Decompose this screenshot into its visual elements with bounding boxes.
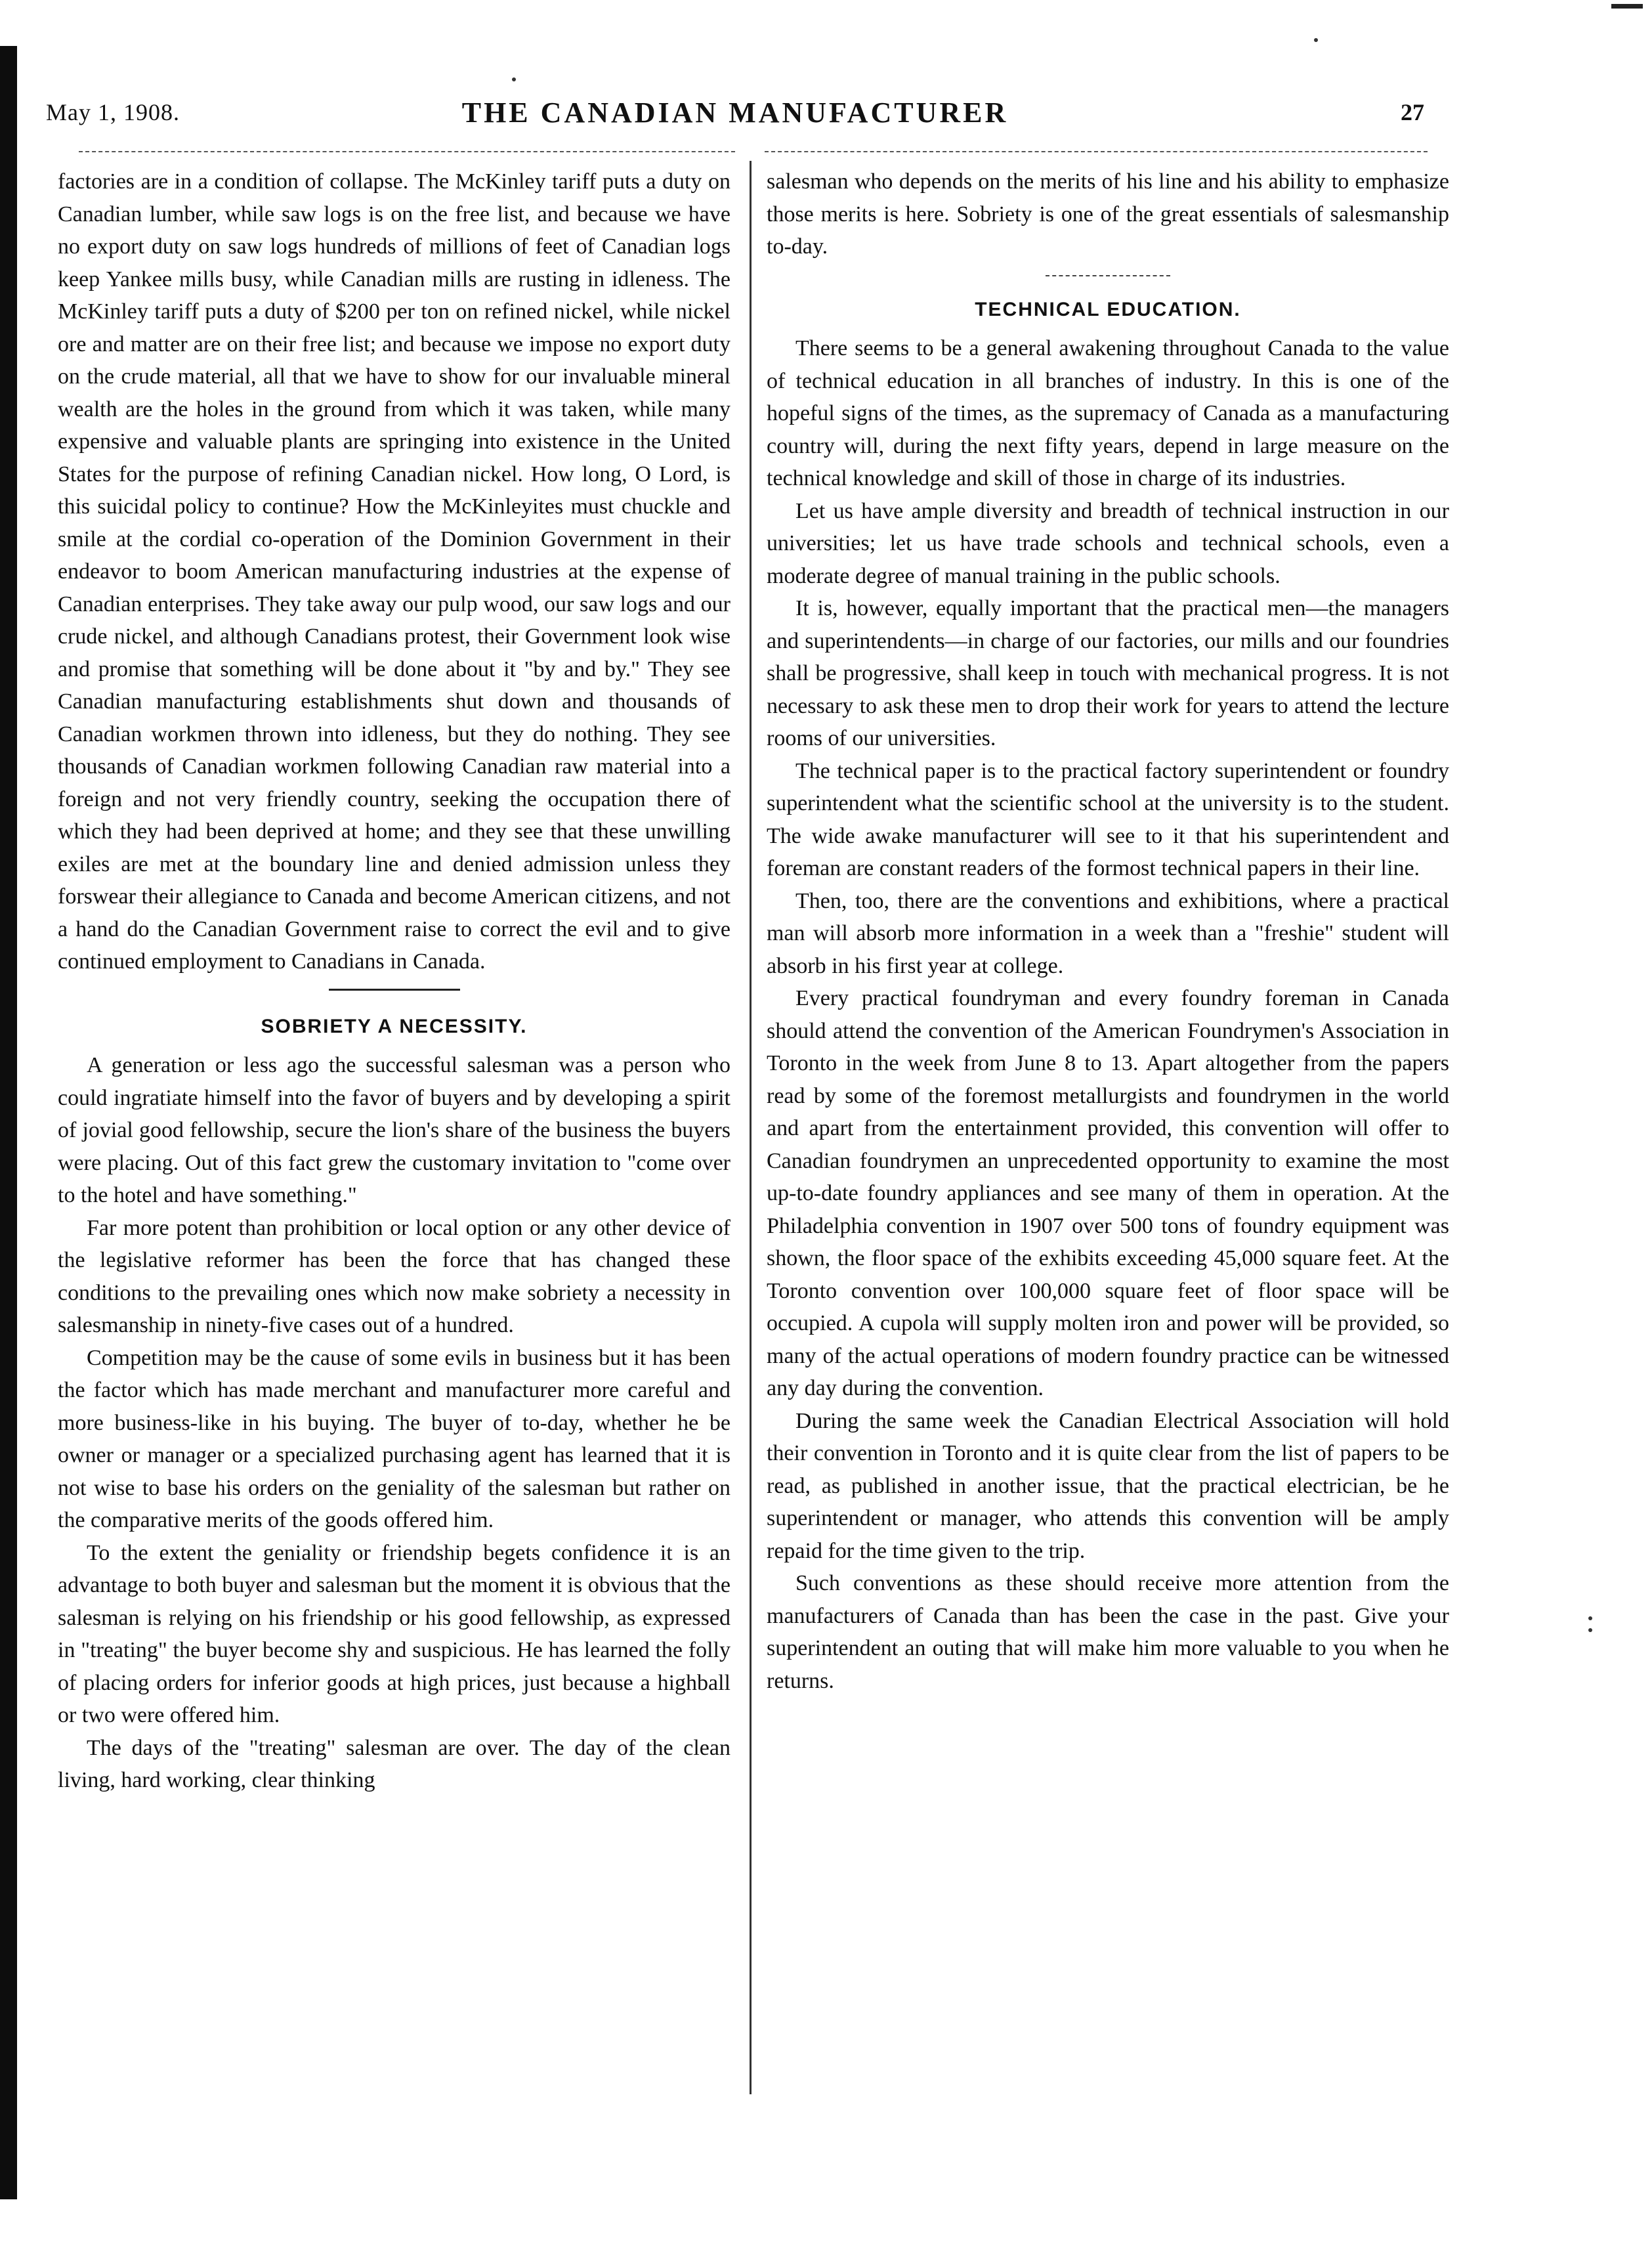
issue-date: May 1, 1908. (46, 99, 180, 125)
left-column (58, 165, 731, 1797)
publication-title: THE CANADIAN MANUFACTURER (461, 97, 1009, 129)
paragraph: Let us have ample diversity and breadth of technical instruction in our universities; let us have trade schools and technical schools, even a moderate degree of manual training in the public schools. (767, 498, 1449, 588)
binding-shadow (0, 46, 17, 2199)
speck (1314, 38, 1318, 42)
paragraph: The days of the "treating" salesman are over. The day of the clean living, hard working, clear thinking (58, 1735, 731, 1792)
speck (1588, 1616, 1592, 1620)
article-continuation: salesman who depends on the merits of his line and his ability to emphasize those merits is here. Sobriety is one of the great essentials of salesmanship to-day. (767, 169, 1449, 259)
article-heading-sobriety: SOBRIETY A NECESSITY. (261, 1015, 528, 1037)
header-rule (79, 151, 735, 152)
paragraph: A generation or less ago the successful salesman was a person who could ingratiate himself into the favor of buyers and by developing a spirit of jovial good fellowship, secure the lion's share of the business the buyers were placing. Out of this fact grew the customary invitation to "come over to the hotel and have something." (58, 1053, 731, 1207)
paragraph: Then, too, there are the conventions and exhibitions, where a practical man will absorb more information in a week than a "freshie" student will absorb in his first year at college. (767, 888, 1449, 978)
paragraph: It is, however, equally important that the practical men—the managers and superintendents—in charge of our factories, our mills and our foundries shall be progressive, shall keep in touch with mechanical progress. It is not necessary to ask these men to drop their work for years to attend the lecture rooms of our universities. (767, 596, 1449, 750)
paragraph: Every practical foundryman and every foundry foreman in Canada should attend the convention of the American Foundrymen's Association in Toronto in the week from June 8 to 13. Apart altogether from the papers read by some of the foremost metallurgists and foundrymen in the world and apart from the entertainment provided, this convention will offer to Canadian foundrymen an unprecedented opportunity to examine the most up-to-date foundry appliances and see many of them in operation. At the Philadelphia convention in 1907 over 500 tons of foundry equipment was shown, the floor space of the exhibits exceeding 45,000 square feet. At the Toronto convention over 100,000 square feet of floor space will be occupied. A cupola will supply molten iron and power will be provided, so many of the actual operations of modern foundry practice can be witnessed any day during the convention. (767, 986, 1449, 1400)
page-number: 27 (1401, 99, 1424, 125)
article-continuation: factories are in a condition of collapse. The McKinley tariff puts a duty on Canadian lumber, while saw logs is on the free list, and because we have no export duty on saw logs hundreds of millions of feet of Canadian logs keep Yankee mills busy, while Canadian mills are rusting in idleness. The McKinley tariff puts a duty of $200 per ton on refined nickel, while nickel ore and matter are on their free list; and because we impose no export duty on the crude material, all that we have to show for our invaluable mineral wealth are the holes in the ground from which it was taken, while many expensive and valuable plants are springing into existence in the United States for the purpose of refining Canadian nickel. How long, O Lord, is this suicidal policy to continue? How the McKinleyites must chuckle and smile at the cordial co-operation of the Dominion Government in their endeavor to boom American manufacturing industries at the expense of Canadian enterprises. They take away our pulp wood, our saw logs and our crude nickel, and although Canadians protest, their Government look wise and promise that something will be done about it "by and by." They see Canadian manufacturing establishments shut down and thousands of Canadian workmen thrown into idleness, but they do nothing. They see thousands of Canadian workmen following Canadian raw material into a foreign and not very friendly country, seeking the occupation there of which they had been deprived at home; and they see that these unwilling exiles are met at the boundary line and denied admission unless they forswear their allegiance to Canada and become American citizens, and not a hand do the Canadian Government raise to correct the evil and to give continued employment to Canadians in Canada. (58, 169, 731, 974)
paragraph: Competition may be the cause of some evils in business but it has been the factor which has made merchant and manufacturer more careful and more business-like in his buying. The buyer of to-day, whether he be owner or manager or a specialized purchasing agent has learned that it is not wise to base his orders on the geniality of the salesman but rather on the comparative merits of the goods offered him. (58, 1345, 731, 1532)
header-rule (765, 151, 1428, 152)
right-column (767, 165, 1449, 1697)
column-divider (750, 161, 752, 2094)
paragraph: Far more potent than prohibition or local option or any other device of the legislative reformer has been the force that has changed these conditions to the prevailing ones which now make sobriety a necessity in salesmanship in ninety-five cases out of a hundred. (58, 1215, 731, 1337)
speck (1588, 1628, 1592, 1632)
section-rule (1046, 275, 1170, 276)
speck (512, 77, 516, 81)
paragraph: There seems to be a general awakening throughout Canada to the value of technical education in all branches of industry. In this is one of the hopeful signs of the times, as the supremacy of Canada as a manufacturing country will, during the next fifty years, depend in large measure on the technical knowledge and skill of those in charge of its industries. (767, 336, 1449, 490)
paragraph: The technical paper is to the practical factory superintendent or foundry superintendent what the scientific school at the university is to the student. The wide awake manufacturer will see to it that his superintendent and foreman are constant readers of the formost technical papers in their line. (767, 758, 1449, 880)
paragraph: To the extent the geniality or friendship begets confidence it is an advantage to both buyer and salesman but the moment it is obvious that the salesman is relying on his friendship or his good fellowship, as expressed in "treating" the buyer become shy and suspicious. He has learned the folly of placing orders for inferior goods at high prices, just because a highball or two were offered him. (58, 1540, 731, 1727)
paragraph: During the same week the Canadian Electrical Association will hold their convention in Toronto and it is quite clear from the list of papers to be read, as published in another issue, that the practical electrician, be he superintendent or manager, who attends this convention will be amply repaid for the time given to the trip. (767, 1408, 1449, 1563)
paragraph: Such conventions as these should receive more attention from the manufacturers of Canada than has been the case in the past. Give your superintendent an outing that will make him more valuable to you when he returns. (767, 1571, 1449, 1693)
article-heading-technical: TECHNICAL EDUCATION. (975, 298, 1241, 320)
corner-mark (1611, 4, 1643, 9)
running-head (46, 98, 1424, 138)
section-rule (329, 989, 460, 991)
